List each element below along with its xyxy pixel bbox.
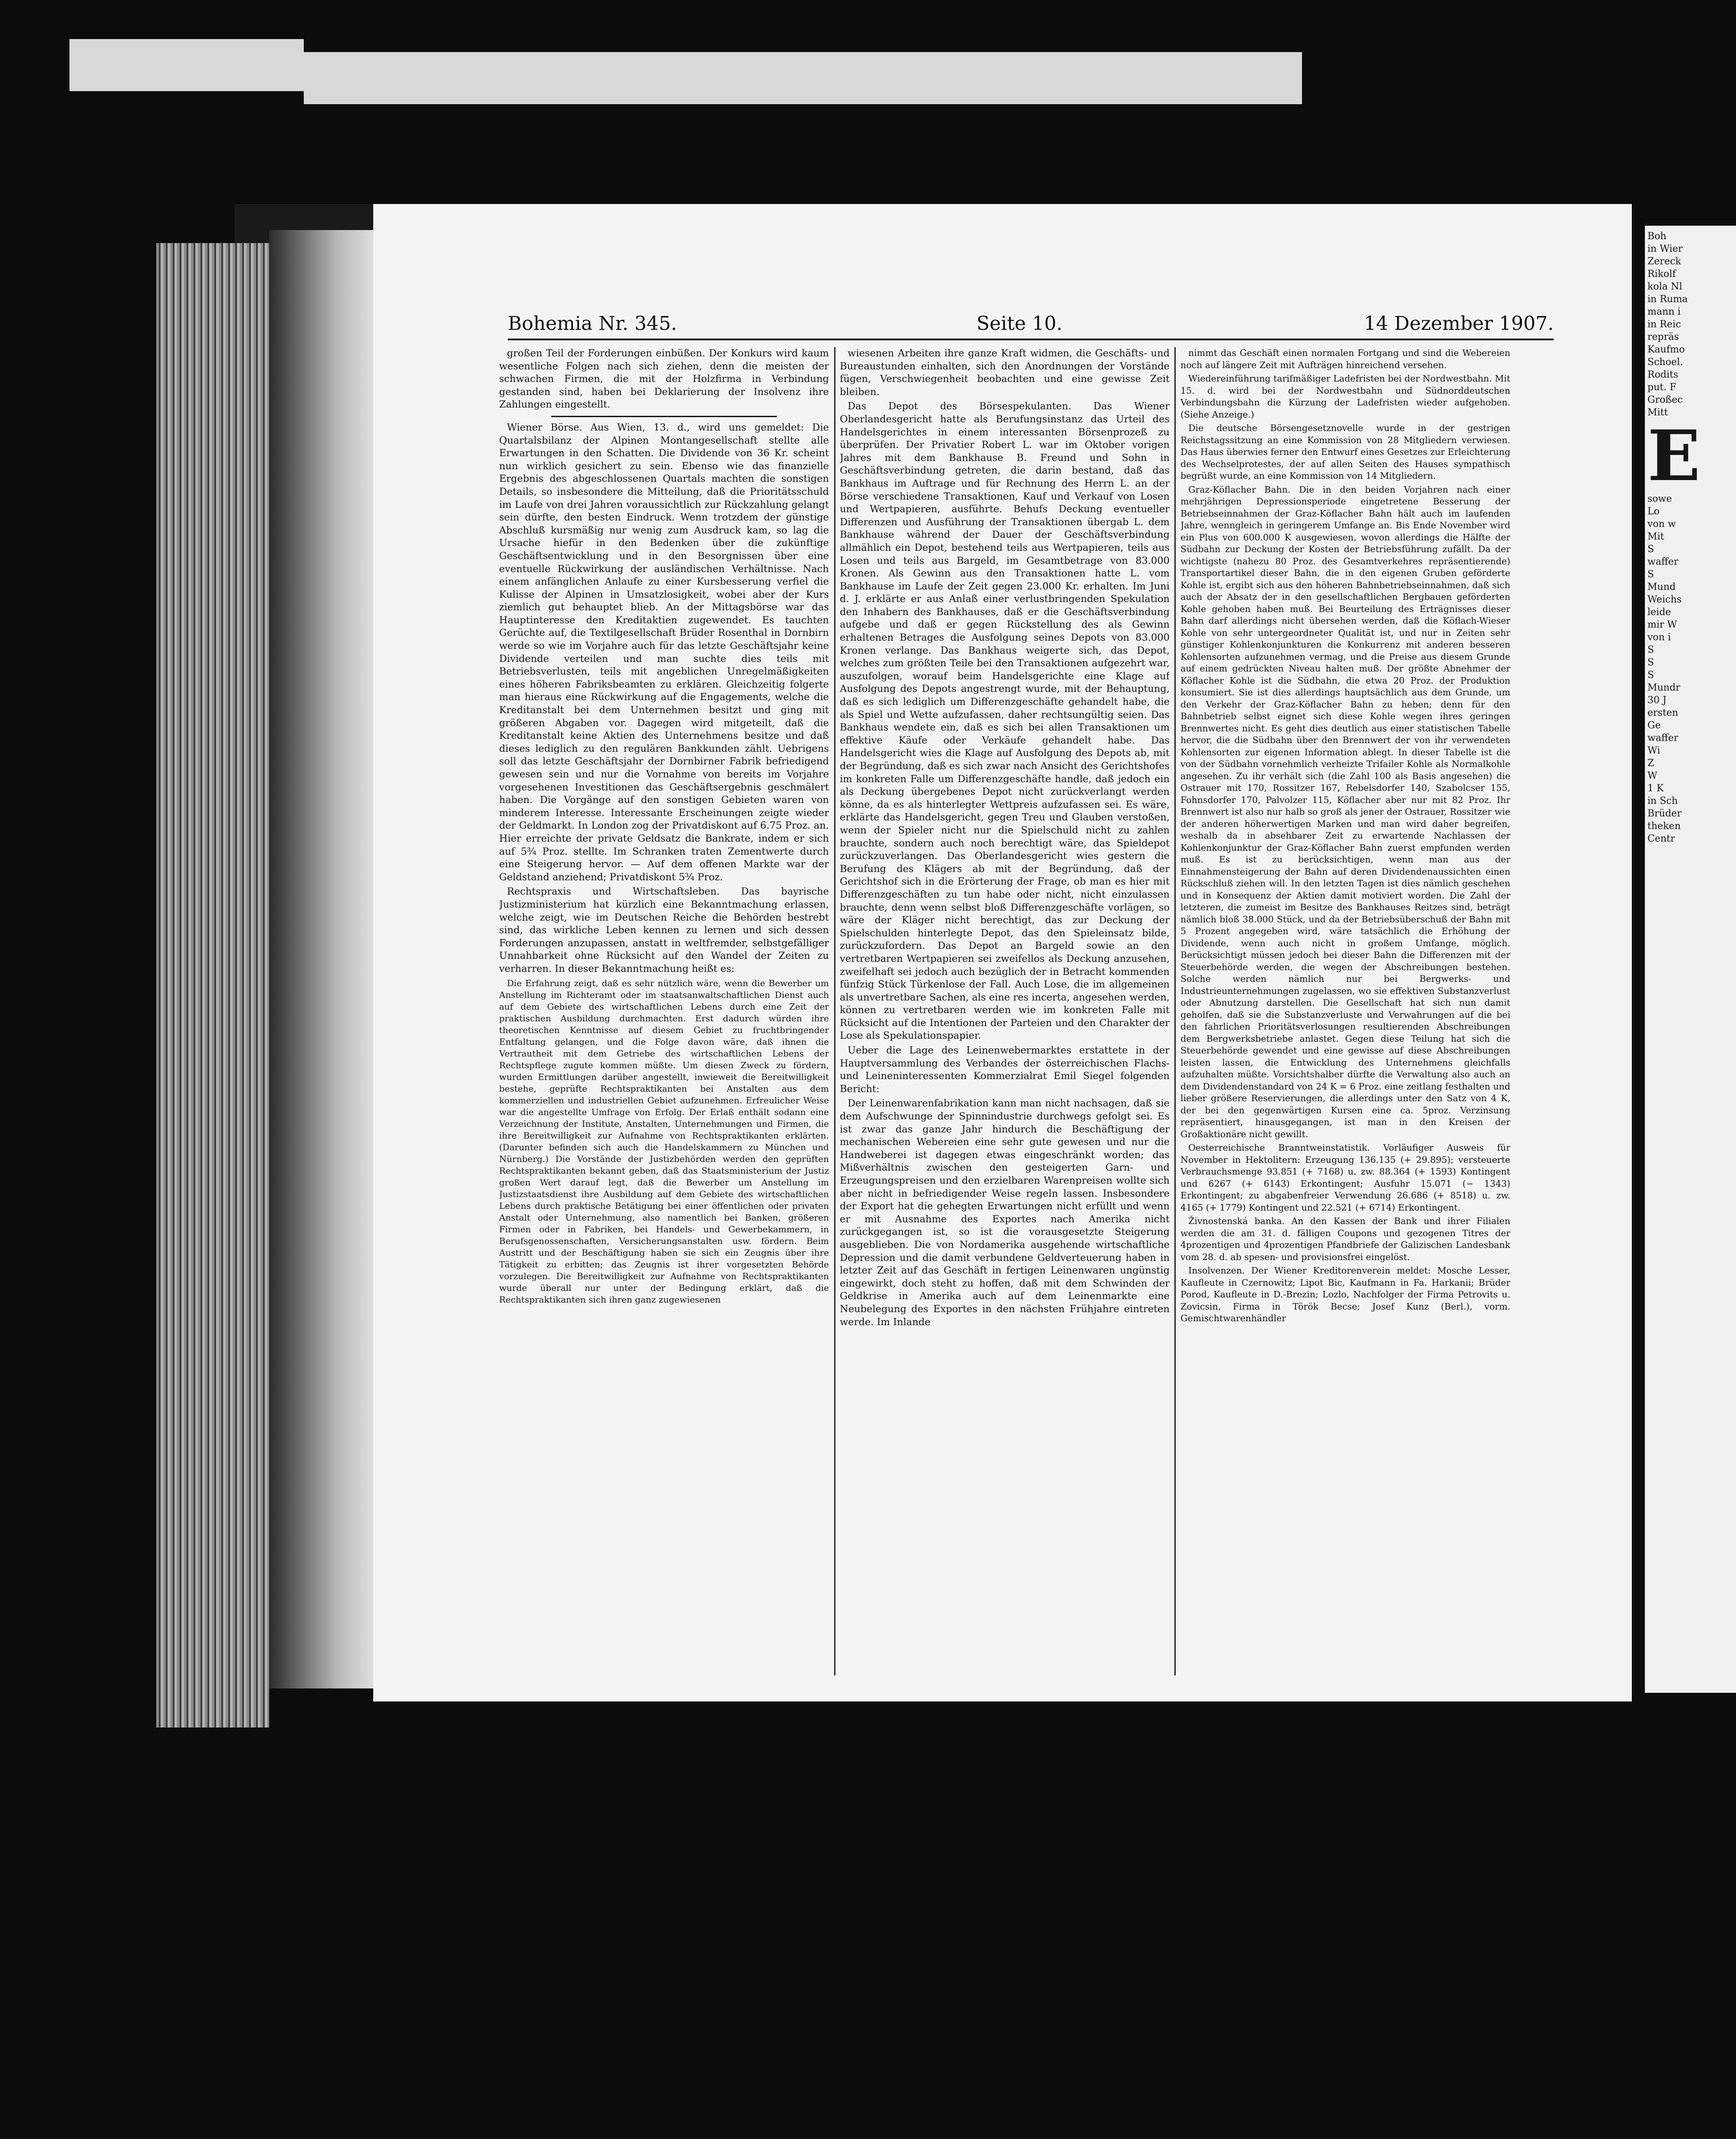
article-paragraph: Die Erfahrung zeigt, daß es sehr nützlich wäre, wenn die Bewerber um Anstellung im Richteramt oder im staatsanwaltschaftlichen Dienst auch auf dem Gebiete des wirtschaftlichen Lebens durch eine Zeit der praktischen Ausbildung durchmachten. Erst dadurch würden ihre theoretischen Kenntnisse auf diesem Gebiet zu fruchtbringender Entfaltung gelangen, und die Folge davon wäre, daß ihnen die Vertrautheit mit dem Getriebe des wirtschaftlichen Lebens der Rechtspflege zugute kommen müßte. Um diesen Zweck zu fördern, wurden Ermittlungen darüber angestellt, inwieweit die Bereitwilligkeit bestehe, geprüfte Rechtspraktikanten bei Anstalten aus dem kommerziellen und industriellen Gebiet aufzunehmen. Erfreulicher Weise war die angestellte Umfrage von Erfolg. Der Erlaß enthält sodann eine Verzeichnung der Institute, Anstalten, Unternehmungen und Firmen, die ihre Bereitwilligkeit zur Aufnahme von Rechtspraktikanten erklärten. (Darunter befinden sich auch die Handelskammern zu München und Nürnberg.) Die Vorstände der Justizbehörden werden den geprüften Rechtspraktikanten bekannt geben, daß das Staatsministerium der Justiz großen Wert darauf legt, daß die Bewerber um Anstellung im Justizstaatsdienst ihre Ausbildung auf dem Gebiete des wirtschaftlichen Lebens durch praktische Betätigung bei einer öffentlichen oder privaten Anstalt oder Unternehmung, also namentlich bei Banken, größeren Firmen oder in Fabriken, bei Handels- und Gewerbekammern, in Berufsgenossenschaften, Versicherungsanstalten usw. fördern. Beim Austritt und der Beschäftigung haben sie sich ein Zeugnis über ihre Tätigkeit zu erbitten; das Zeugnis ist ihrer vorgesetzten Behörde vorzulegen. Die Bereitwilligkeit zur Aufnahme von Rechtspraktikanten wurde überall nur unter der Bedingung erklärt, daß die Rechtspraktikanten sich ihren ganz zugewiesenen: [499, 977, 829, 1305]
adjacent-page-line: Mund: [1647, 582, 1676, 592]
column-rule-2: [1174, 347, 1176, 1675]
article-paragraph: wiesenen Arbeiten ihre ganze Kraft widmen, die Geschäfts- und Bureaustunden einhalten, sich den Anordnungen der Vorstände fügen, Verschwiegenheit beobachten und eine gewisse Zeit bleiben.: [840, 348, 1170, 398]
adjacent-page-line: Rodits: [1647, 369, 1679, 380]
adjacent-page-line: Wi: [1647, 745, 1660, 756]
adjacent-page-line: repräs: [1647, 332, 1679, 342]
adjacent-page-line: von w: [1647, 519, 1676, 530]
article-paragraph: Die deutsche Börsengesetznovelle wurde in der gestrigen Reichstagssitzung an eine Kommission von 28 Mitgliedern verwiesen. Das Haus überwies ferner den Entwurf eines Gesetzes zur Erleichterung des Wechselprotestes, der auf allen Seiten des Hauses sympathisch begrüßt wurde, an eine Kommission von 14 Mitgliedern.: [1180, 423, 1510, 481]
adjacent-page-line: in Reic: [1647, 319, 1681, 330]
background-scan-top: [304, 52, 1302, 104]
adjacent-page-line: Boh: [1647, 231, 1667, 242]
article-paragraph: großen Teil der Forderungen einbüßen. Der Konkurs wird kaum wesentliche Folgen nach sich ziehen, denn die meisten der schwachen Firmen, die mit der Holzfirma in Verbindung gestanden sind, haben bei Deklarierung der Insolvenz ihre Zahlungen eingestellt.: [499, 348, 829, 411]
adjacent-page-line: Ge: [1647, 720, 1661, 731]
column-rule-1: [834, 347, 835, 1675]
adjacent-page-line: S: [1647, 569, 1654, 580]
adjacent-page-line: E: [1647, 415, 1700, 497]
adjacent-page-line: Z: [1647, 758, 1654, 769]
article-paragraph: Oesterreichische Branntweinstatistik. Vorläufiger Ausweis für November in Hektolitern: Erzeugung 136.135 (+ 29.895); versteuerte Verbrauchsmenge 93.851 (+ 7168) u. zw. 88.364 (+ 1593) Kontingent und 6267 (+ 6143) Erkontingent; Ausfuhr 15.071 (− 1343) Erkontingent; zu abgabenfreier Verwendung 26.686 (+ 8518) u. zw. 4165 (+ 1779) Kontingent und 22.521 (+ 6714) Erkontingent.: [1180, 1142, 1510, 1213]
column-1: [499, 347, 829, 1675]
adjacent-page-line: von i: [1647, 632, 1671, 643]
page-header: [508, 313, 1554, 340]
adjacent-page-line: S: [1647, 670, 1654, 681]
adjacent-page-text: [1645, 226, 1736, 849]
adjacent-page-line: Kaufmo: [1647, 344, 1685, 355]
adjacent-page-line: Zereck: [1647, 256, 1681, 267]
adjacent-page-line: theken: [1647, 821, 1681, 832]
header-center: Seite 10.: [976, 313, 1062, 335]
article-paragraph: Živnostenská banka. An den Kassen der Bank und ihrer Filialen werden die am 31. d. fälligen Coupons und gezogenen Titres der 4prozentigen und 4prozentigen Pfandbriefe der Galizischen Landesbank vom 28. d. ab spesen- und provisionsfrei eingelöst.: [1180, 1216, 1510, 1262]
article-paragraph: Wiedereinführung tarifmäßiger Ladefristen bei der Nordwestbahn. Mit 15. d. wird bei der Nordwestbahn und Südnorddeutschen Verbindungsbahn die Kürzung der Ladefristen wieder aufgehoben. (Siehe Anzeige.): [1180, 373, 1510, 420]
article-paragraph: Ueber die Lage des Leinenwebermarktes erstattete in der Hauptversammlung des Verbandes der österreichischen Flachs- und Leineninteressenten Kommerzialrat Emil Siegel folgenden Bericht:: [840, 1045, 1170, 1095]
article-paragraph: Wiener Börse. Aus Wien, 13. d., wird uns gemeldet: Die Quartalsbilanz der Alpinen Montangesellschaft stellte alle Erwartungen in den Schatten. Die Dividende von 36 Kr. scheint nun wirklich gesichert zu sein. Ebenso wie das finanzielle Ergebnis des abgeschlossenen Quartals machten die sonstigen Details, so insbesondere die Mitteilung, daß die Prioritätsschuld im Laufe von drei Jahren voraussichtlich zur Rückzahlung gelangt sein dürfte, den besten Eindruck. Wenn trotzdem der günstige Abschluß kursmäßig nur wenig zum Ausdruck kam, so lag die Ursache hiefür in den Bedenken über die zukünftige Geschäftsentwicklung und in den Besorgnissen über eine eventuelle Rückwirkung der ausländischen Verhältnisse. Nach einem anfänglichen Anlaufe zu einer Kursbesserung verfiel die Kulisse der Alpinen in Umsatzlosigkeit, wobei aber der Kurs ziemlich gut behauptet blieb. An der Mittagsbörse war das Hauptinteresse den Kreditaktien zugewendet. Es tauchten Gerüchte auf, die Textilgesellschaft Brüder Rosenthal in Dornbirn werde so wie im Vorjahre auch für das letzte Geschäftsjahr keine Dividende verteilen und man suchte dies teils mit Betriebsverlusten, teils mit angeblichen Unregelmäßigkeiten eines höheren Fabriksbeamten zu erklären. Gleichzeitig folgerte man hieraus eine Rückwirkung auf die Engagements, welche die Kreditanstalt bei dem Unternehmen besitzt und ging mit größeren Abgaben vor. Dagegen wird mitgeteilt, daß die Kreditanstalt keine Aktien des Unternehmens besitze und daß dieses lediglich zu den regulären Bankkunden zählt. Uebrigens soll das letzte Geschäftsjahr der Dornbirner Fabrik befriedigend gewesen sein und nur die Vornahme von bereits im Vorjahre vorgesehenen Investitionen das Geschäftsergebnis geschmälert haben. Die Vorgänge auf den sonstigen Gebieten waren von minderem Interesse. Interessante Erscheinungen zeigte wieder der Geldmarkt. In London zog der Privatdiskont auf 6.75 Proz. an. Hier erreichte der private Geldsatz die Bankrate, indem er sich auf 5¾ Proz. stellte. Im Schranken traten Zementwerte durch eine Steigerung hervor. — Auf dem offenen Markte war der Geldstand anziehend; Privatdiskont 5¾ Proz.: [499, 421, 829, 883]
adjacent-page-line: Weichs: [1647, 594, 1682, 605]
adjacent-page-line: mann i: [1647, 306, 1681, 317]
article-paragraph: Das Depot des Börsespekulanten. Das Wiener Oberlandesgericht hatte als Berufungsinstanz das Urteil des Handelsgerichtes in einem interessanten Börsenprozeß zu überprüfen. Der Privatier Robert L. war im Oktober vorigen Jahres mit dem Bankhause B. Freund und Sohn in Geschäftsverbindung getreten, die darin bestand, daß das Bankhaus im Auftrage und für Rechnung des Herrn L. an der Börse verschiedene Transaktionen, Kauf und Verkauf von Losen und Wertpapieren, ausführte. Behufs Deckung eventueller Differenzen und Ausführung der Transaktionen übergab L. dem Bankhause während der Dauer der Geschäftsverbindung allmählich ein Depot, bestehend teils aus Wertpapieren, teils aus Losen und teils aus Bargeld, im Gesamtbetrage von 83.000 Kronen. Als Gewinn aus den Transaktionen hatte L. vom Bankhause im Laufe der Zeit gegen 23.000 Kr. erhalten. Im Juni d. J. erklärte er aus Anlaß einer verlustbringenden Spekulation den Inhabern des Bankhauses, daß er die Geschäftsverbindung aufgebe und daß er gegen Rückstellung des als Gewinn erhaltenen Betrages die Ausfolgung seines Depots von 83.000 Kronen verlange. Das Bankhaus weigerte sich, das Depot, welches zum größten Teile bei den Transaktionen aufgezehrt war, auszufolgen, worauf beim Handelsgerichte eine Klage auf Ausfolgung des Depots angestrengt wurde, mit der Behauptung, daß es sich lediglich um Differenzgeschäfte gehandelt habe, die als Spiel und Wette aufzufassen, daher rechtsungültig seien. Das Bankhaus wendete ein, daß es sich bei allen Transaktionen um effektive Käufe oder Verkäufe gehandelt habe. Das Handelsgericht wies die Klage auf Ausfolgung des Depots ab, mit der Begründung, daß es sich zwar nach Ansicht des Gerichtshofes im konkreten Falle um Differenzgeschäfte handle, daß jedoch ein als Deckung übergebenes Depot nicht zurückverlangt werden könne, da es als hinterlegter Wettpreis aufzufassen sei. Es wäre, erklärte das Handelsgericht, gegen Treu und Glauben verstoßen, wenn der Spieler nicht nur die Spielschuld nicht zu zahlen brauchte, sondern auch noch berechtigt wäre, das Spieldepot zurückzuverlangen. Das Oberlandesgericht wies gestern die Berufung des Klägers ab mit der Begründung, daß der Gerichtshof sich in die Erörterung der Frage, ob man es hier mit Differenzgeschäften zu tun habe oder nicht, nicht einzulassen brauchte, denn wenn selbst bloß Differenzgeschäfte vorlägen, so wäre der Kläger nicht berechtigt, das zur Deckung der Spielschulden hinterlegte Depot, das den Spieleinsatz bilde, zurückzufordern. Das Depot an Bargeld sowie an den vertretbaren Wertpapieren sei zweifellos als Deckung anzusehen, zweifelhaft sei jedoch auch bezüglich der in Betracht kommenden fünfzig Stück Türkenlose der Fall. Auch Lose, die im allgemeinen als unvertretbare Sachen, als eine res incerta, angesehen werden, können zu vertretbaren werden wie im konkreten Falle mit Rücksicht auf die Intentionen der Parteien und den Charakter der Lose als Spekulationspapier.: [840, 401, 1170, 1042]
article-paragraph: Der Leinenwarenfabrikation kann man nicht nachsagen, daß sie dem Aufschwunge der Spinnindustrie durchwegs gefolgt sei. Es ist zwar das ganze Jahr hindurch die Beschäftigung der mechanischen Webereien eine sehr gute gewesen und nur die Handweberei ist dagegen etwas eingeschränkt worden; das Mißverhältnis zwischen den gesteigerten Garn- und Erzeugungspreisen und den erzielbaren Warenpreisen wollte sich aber nicht in befriedigender Weise regeln lassen. Insbesondere der Export hat die gehegten Erwartungen nicht erfüllt und wenn er mit Ausnahme des Exportes nach Amerika nicht zurückgegangen ist, so ist die vorausgesetzte Steigerung ausgeblieben. Die von Nordamerika ausgehende wirtschaftliche Depression und die damit verbundene Geldverteuerung haben in letzter Zeit auf das Geschäft in fertigen Leinenwaren ungünstig eingewirkt, doch steht zu hoffen, daß mit dem Schwinden der Geldkrise in Amerika auch auf dem Leinenmarkte eine Neubelegung des Exportes in den nächsten Frühjahre eintreten werde. Im Inlande: [840, 1098, 1170, 1328]
adjacent-page-line: S: [1647, 657, 1654, 668]
column-3: [1180, 347, 1510, 1675]
adjacent-page-line: Centr: [1647, 833, 1675, 844]
article-paragraph: nimmt das Geschäft einen normalen Fortgang und sind die Webereien noch auf längere Zeit mit Aufträgen hinreichend versehen.: [1180, 348, 1510, 370]
header-right: 14 Dezember 1907.: [1364, 313, 1554, 335]
separator-rule: [551, 416, 777, 417]
adjacent-page-line: Großec: [1647, 395, 1683, 405]
adjacent-page-line: Mitt: [1647, 407, 1668, 418]
newspaper-page: [373, 204, 1632, 1701]
adjacent-page-line: kola Nl: [1647, 281, 1683, 292]
adjacent-page-line: leide: [1647, 607, 1671, 618]
article-paragraph: Graz-Köflacher Bahn. Die in den beiden Vorjahren nach einer mehrjährigen Depressionsperiode eingetretene Besserung der Betriebseinnahmen der Graz-Köflacher Bahn hält auch im laufenden Jahre, wenngleich in geringerem Umfange an. Bis Ende November wird ein Plus von 600.000 K ausgewiesen, wovon allerdings die Hälfte der Südbahn zur Deckung der Kosten der Betriebsführung zufällt. Da der wichtigste (nahezu 80 Proz. des Gesamtverkehres repräsentierende) Transportartikel dieser Bahn, die in den eigenen Gruben geförderte Kohle ist, ergibt sich aus den höheren Bahnbetriebseinnahmen, daß sich auch der Absatz der in den gesellschaftlichen Bergbauen geförderten Kohle gehoben haben muß. Bei Beurteilung des Erträgnisses dieser Bahn darf allerdings nicht übersehen werden, daß die Köflach-Wieser Kohle von sehr untergeordneter Qualität ist, und nur in Zeiten sehr günstiger Kohlenkonjunkturen die Konkurrenz mit anderen besseren Kohlensorten aufzunehmen vermag, und die Preise aus diesem Grunde auf einem gedrückten Niveau halten muß. Der größte Abnehmer der Köflacher Kohle ist die Südbahn, die etwa 20 Proz. der Produktion konsumiert. Sie ist dies allerdings hauptsächlich aus dem Grunde, um den Verkehr der Graz-Köflacher Bahn zu heben; denn für den Bahnbetrieb selbst eignet sich diese Kohle wegen ihres geringen Brennwertes nicht. Es geht dies deutlich aus einer statistischen Tabelle hervor, die die Südbahn über den Brennwert der von ihr verwendeten Kohlensorten zur eigenen Information ablegt. In dieser Tabelle ist die von der Südbahn vornehmlich verheizte Trifailer Kohle als Normalkohle angesehen. Zu ihr verhält sich (die Zahl 100 als Basis angesehen) die Ostrauer mit 170, Rossitzer 167, Rebelsdorfer 140, Szabolcser 155, Fohnsdorfer 170, Palvolzer 115, Köflacher aber nur mit 82 Proz. Ihr Brennwert ist also nur halb so groß als jener der Ostrauer, Rossitzer wie der anderen höherwertigen Marken und man wird daher begreifen, weshalb da in absehbarer Zeit zu erwartende Nachlassen der Kohlenkonjunktur der Graz-Köflacher Bahn zuerst empfunden werden muß. Es ist zu berücksichtigen, wenn man aus der Einnahmensteigerung der Bahn auf deren Dividendenaussichten einen Rückschluß ziehen will. In den letzten Tagen ist dies nämlich geschehen und in Konsequenz der Aktien damit motiviert worden. Die Zahl der letzteren, die zumeist im Besitze des Bankhauses Reitzes sind, beträgt nämlich bloß 38.000 Stück, und da der Betriebsüberschuß der Bahn mit 5 Prozent angegeben wird, wäre tatsächlich die Erhöhung der Dividende, wenn auch nicht in großem Umfange, möglich. Berücksichtigt müssen jedoch bei dieser Bahn die Differenzen mit der Steuerbehörde werden, die wegen der Abschreibungen bestehen. Solche werden nämlich nur bei Bergwerks- und Industrieunternehmungen zugelassen, wo sie effektiven Substanzverlust oder Abnutzung darstellen. Die Gesellschaft hat sich nun damit geholfen, daß sie die Substanzverluste und Verwahrungen auf die bei den fahrlichen Prioritätsverlosungen resultierenden Abschreibungen dem Bergwerksbetriebe anlastet. Gegen diese Teilung hat sich die Steuerbehörde gewendet und eine gewisse auf diese Abschreibungen leisten lassen, die Entwicklung des Unternehmens gleichfalls aufzuhalten müßte. Vorsichtshalber dürfte die Verwaltung also auch an dem Dividendenstandard von 24 K = 6 Proz. eine zeitlang festhalten und lieber größere Reservierungen, die allerdings unter den Satz von 4 K, der bei den gegenwärtigen Kursen eine ca. 5proz. Verzinsung repräsentiert, hinausgegangen, ist man in den Kreisen der Großaktionäre nicht gewillt.: [1180, 484, 1510, 1139]
adjacent-page-line: Mundr: [1647, 682, 1680, 693]
adjacent-page-fragment: [1645, 226, 1736, 1693]
adjacent-page-line: Brüder: [1647, 808, 1682, 819]
adjacent-page-line: in Sch: [1647, 796, 1678, 806]
adjacent-page-line: Lo: [1647, 506, 1660, 517]
adjacent-page-line: sowe: [1647, 494, 1672, 504]
article-paragraph: Rechtspraxis und Wirtschaftsleben. Das bayrische Justizministerium hat kürzlich eine Bekanntmachung erlassen, welche zeigt, wie im Deutschen Reiche die Behörden bestrebt sind, das wirkliche Leben kennen zu lernen und sich dessen Forderungen anzupassen, anstatt in weltfremder, selbstgefälliger Unnahbarkeit ohne Rücksicht auf den Wandel der Zeiten zu verharren. In dieser Bekanntmachung heißt es:: [499, 886, 829, 974]
adjacent-page-line: waffer: [1647, 556, 1679, 567]
adjacent-page-line: Rikolf: [1647, 269, 1676, 280]
page-gutter-shadow: [269, 230, 382, 1688]
article-paragraph: Insolvenzen. Der Wiener Kreditorenverein meldet: Mosche Lesser, Kaufleute in Czernowitz; Lipot Bic, Kaufmann in Fa. Harkanii; Brüder Porod, Kaufleute in D.-Brezin; Lozlo, Nachfolger der Firma Petrovits u. Zovicsin, Firma in Török Becse; Josef Kunz (Berl.), vorm. Gemischtwarenhändler: [1180, 1265, 1510, 1323]
adjacent-page-line: ersten: [1647, 708, 1678, 718]
adjacent-page-line: S: [1647, 544, 1654, 555]
adjacent-page-line: S: [1647, 645, 1654, 655]
adjacent-page-line: put. F: [1647, 382, 1677, 393]
adjacent-page-line: W: [1647, 770, 1657, 781]
book-page-edges: [156, 243, 269, 1728]
column-2: [840, 347, 1170, 1675]
adjacent-page-line: 1 K: [1647, 783, 1664, 794]
adjacent-page-line: in Wier: [1647, 244, 1683, 254]
header-left: Bohemia Nr. 345.: [508, 313, 677, 335]
adjacent-page-line: 30 J: [1647, 695, 1667, 706]
adjacent-page-line: in Ruma: [1647, 294, 1688, 305]
adjacent-page-line: mir W: [1647, 619, 1677, 630]
adjacent-page-line: Schoel.: [1647, 357, 1683, 368]
adjacent-page-line: waffer: [1647, 733, 1679, 744]
background-scan-left: [69, 39, 304, 91]
adjacent-page-line: Mit: [1647, 531, 1664, 542]
